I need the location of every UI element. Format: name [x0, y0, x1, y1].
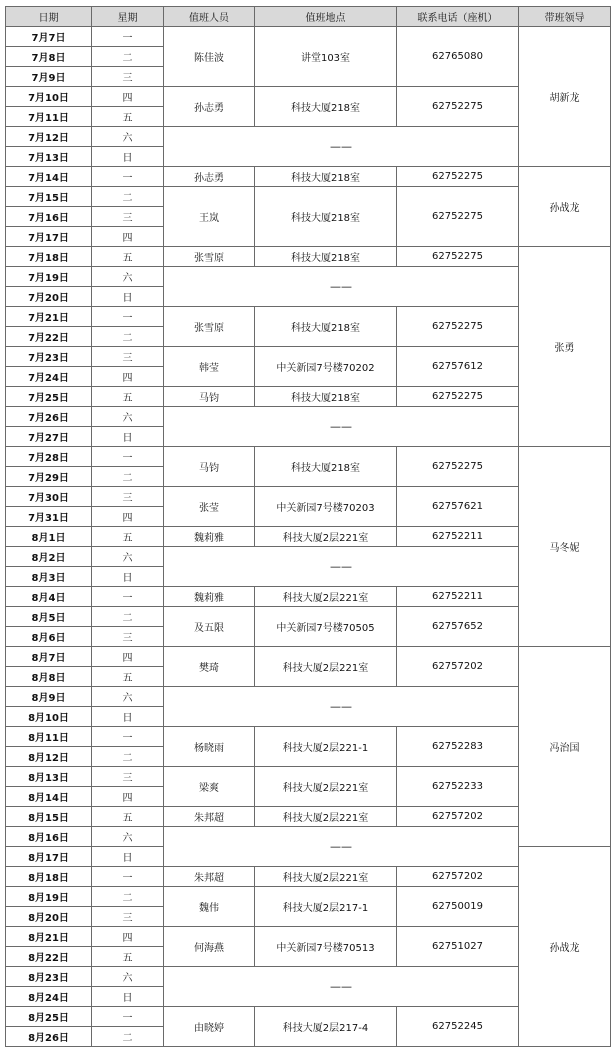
- no-duty-dash: ——: [164, 547, 519, 587]
- duty-place-cell: 中关新园7号楼70202: [255, 347, 397, 387]
- duty-person-cell: 韩莹: [164, 347, 255, 387]
- duty-phone-cell: 62757612: [397, 347, 519, 387]
- weekday-cell: 二: [92, 887, 164, 907]
- weekday-cell: 一: [92, 27, 164, 47]
- duty-person-cell: 朱邦超: [164, 807, 255, 827]
- date-cell: 8月12日: [6, 747, 92, 767]
- leader-cell: 胡新龙: [519, 27, 611, 167]
- weekday-cell: 五: [92, 667, 164, 687]
- date-cell: 7月19日: [6, 267, 92, 287]
- duty-person-cell: 孙志勇: [164, 87, 255, 127]
- duty-phone-cell: 62752275: [397, 167, 519, 187]
- date-cell: 8月4日: [6, 587, 92, 607]
- weekday-cell: 一: [92, 727, 164, 747]
- header-duty-place: 值班地点: [255, 7, 397, 27]
- duty-phone-cell: 62752275: [397, 247, 519, 267]
- weekday-cell: 日: [92, 847, 164, 867]
- weekday-cell: 二: [92, 747, 164, 767]
- weekday-cell: 二: [92, 1027, 164, 1047]
- header-duty-person: 值班人员: [164, 7, 255, 27]
- duty-phone-cell: 62752275: [397, 387, 519, 407]
- no-duty-dash: ——: [164, 827, 519, 867]
- weekday-cell: 六: [92, 967, 164, 987]
- duty-person-cell: 魏莉雅: [164, 527, 255, 547]
- duty-person-cell: 魏莉雅: [164, 587, 255, 607]
- no-duty-dash: ——: [164, 127, 519, 167]
- date-cell: 7月11日: [6, 107, 92, 127]
- weekday-cell: 日: [92, 287, 164, 307]
- date-cell: 8月9日: [6, 687, 92, 707]
- duty-phone-cell: 62757202: [397, 807, 519, 827]
- weekday-cell: 一: [92, 307, 164, 327]
- weekday-cell: 二: [92, 327, 164, 347]
- duty-phone-cell: 62757202: [397, 867, 519, 887]
- date-cell: 8月1日: [6, 527, 92, 547]
- date-cell: 8月22日: [6, 947, 92, 967]
- weekday-cell: 一: [92, 587, 164, 607]
- weekday-cell: 六: [92, 407, 164, 427]
- duty-place-cell: 中关新园7号楼70505: [255, 607, 397, 647]
- date-cell: 7月15日: [6, 187, 92, 207]
- header-leader: 带班领导: [519, 7, 611, 27]
- date-cell: 8月23日: [6, 967, 92, 987]
- weekday-cell: 四: [92, 227, 164, 247]
- duty-person-cell: 马钧: [164, 447, 255, 487]
- date-cell: 7月13日: [6, 147, 92, 167]
- duty-person-cell: 杨晓雨: [164, 727, 255, 767]
- date-cell: 8月26日: [6, 1027, 92, 1047]
- weekday-cell: 三: [92, 67, 164, 87]
- weekday-cell: 一: [92, 167, 164, 187]
- duty-place-cell: 科技大厦218室: [255, 447, 397, 487]
- date-cell: 8月10日: [6, 707, 92, 727]
- duty-place-cell: 科技大厦2层221室: [255, 587, 397, 607]
- weekday-cell: 三: [92, 207, 164, 227]
- weekday-cell: 三: [92, 487, 164, 507]
- weekday-cell: 二: [92, 607, 164, 627]
- weekday-cell: 日: [92, 567, 164, 587]
- weekday-cell: 六: [92, 687, 164, 707]
- duty-roster-table: [5, 6, 611, 1047]
- date-cell: 7月27日: [6, 427, 92, 447]
- date-cell: 8月15日: [6, 807, 92, 827]
- duty-person-cell: 张雪原: [164, 307, 255, 347]
- date-cell: 8月16日: [6, 827, 92, 847]
- weekday-cell: 二: [92, 467, 164, 487]
- duty-person-cell: 马钧: [164, 387, 255, 407]
- duty-place-cell: 科技大厦218室: [255, 187, 397, 247]
- weekday-cell: 一: [92, 867, 164, 887]
- date-cell: 8月3日: [6, 567, 92, 587]
- table-row: [6, 647, 611, 667]
- weekday-cell: 四: [92, 647, 164, 667]
- date-cell: 8月5日: [6, 607, 92, 627]
- weekday-cell: 四: [92, 507, 164, 527]
- duty-person-cell: 樊琦: [164, 647, 255, 687]
- weekday-cell: 六: [92, 127, 164, 147]
- leader-cell: 孙战龙: [519, 847, 611, 1047]
- duty-place-cell: 科技大厦218室: [255, 167, 397, 187]
- duty-person-cell: 何海燕: [164, 927, 255, 967]
- weekday-cell: 六: [92, 267, 164, 287]
- date-cell: 8月14日: [6, 787, 92, 807]
- header-row: [6, 7, 611, 27]
- date-cell: 7月20日: [6, 287, 92, 307]
- duty-phone-cell: 62752245: [397, 1007, 519, 1047]
- date-cell: 7月24日: [6, 367, 92, 387]
- date-cell: 7月25日: [6, 387, 92, 407]
- date-cell: 8月18日: [6, 867, 92, 887]
- weekday-cell: 四: [92, 367, 164, 387]
- header-date: 日期: [6, 7, 92, 27]
- duty-person-cell: 及五限: [164, 607, 255, 647]
- weekday-cell: 日: [92, 147, 164, 167]
- weekday-cell: 日: [92, 427, 164, 447]
- duty-phone-cell: 62765080: [397, 27, 519, 87]
- duty-place-cell: 科技大厦2层221室: [255, 807, 397, 827]
- weekday-cell: 三: [92, 347, 164, 367]
- duty-person-cell: 陈佳波: [164, 27, 255, 87]
- table-row: [6, 247, 611, 267]
- weekday-cell: 五: [92, 107, 164, 127]
- date-cell: 7月26日: [6, 407, 92, 427]
- weekday-cell: 五: [92, 807, 164, 827]
- duty-phone-cell: 62757621: [397, 487, 519, 527]
- date-cell: 7月21日: [6, 307, 92, 327]
- duty-person-cell: 王岚: [164, 187, 255, 247]
- duty-phone-cell: 62752275: [397, 447, 519, 487]
- duty-phone-cell: 62752283: [397, 727, 519, 767]
- date-cell: 7月12日: [6, 127, 92, 147]
- no-duty-dash: ——: [164, 267, 519, 307]
- weekday-cell: 三: [92, 627, 164, 647]
- weekday-cell: 日: [92, 707, 164, 727]
- date-cell: 7月14日: [6, 167, 92, 187]
- duty-place-cell: 科技大厦218室: [255, 87, 397, 127]
- weekday-cell: 五: [92, 527, 164, 547]
- table-row: [6, 167, 611, 187]
- date-cell: 8月13日: [6, 767, 92, 787]
- weekday-cell: 一: [92, 447, 164, 467]
- duty-place-cell: 科技大厦2层221-1: [255, 727, 397, 767]
- date-cell: 8月7日: [6, 647, 92, 667]
- duty-phone-cell: 62752275: [397, 87, 519, 127]
- date-cell: 7月16日: [6, 207, 92, 227]
- duty-place-cell: 科技大厦218室: [255, 307, 397, 347]
- weekday-cell: 一: [92, 1007, 164, 1027]
- duty-person-cell: 由晓婷: [164, 1007, 255, 1047]
- weekday-cell: 五: [92, 947, 164, 967]
- weekday-cell: 二: [92, 47, 164, 67]
- date-cell: 7月9日: [6, 67, 92, 87]
- weekday-cell: 日: [92, 987, 164, 1007]
- weekday-cell: 四: [92, 787, 164, 807]
- leader-cell: 张勇: [519, 247, 611, 447]
- leader-cell: 冯治国: [519, 647, 611, 847]
- duty-place-cell: 科技大厦218室: [255, 387, 397, 407]
- duty-place-cell: 科技大厦2层221室: [255, 527, 397, 547]
- date-cell: 8月20日: [6, 907, 92, 927]
- duty-phone-cell: 62752211: [397, 527, 519, 547]
- duty-phone-cell: 62752211: [397, 587, 519, 607]
- table-row: [6, 447, 611, 467]
- roster-body: [6, 27, 611, 1047]
- duty-person-cell: 梁爽: [164, 767, 255, 807]
- date-cell: 8月8日: [6, 667, 92, 687]
- duty-person-cell: 魏伟: [164, 887, 255, 927]
- duty-place-cell: 科技大厦218室: [255, 247, 397, 267]
- weekday-cell: 六: [92, 547, 164, 567]
- weekday-cell: 六: [92, 827, 164, 847]
- date-cell: 8月19日: [6, 887, 92, 907]
- duty-person-cell: 张莹: [164, 487, 255, 527]
- date-cell: 8月25日: [6, 1007, 92, 1027]
- date-cell: 8月11日: [6, 727, 92, 747]
- date-cell: 7月31日: [6, 507, 92, 527]
- date-cell: 8月24日: [6, 987, 92, 1007]
- duty-place-cell: 讲堂103室: [255, 27, 397, 87]
- weekday-cell: 三: [92, 767, 164, 787]
- table-row: [6, 27, 611, 47]
- no-duty-dash: ——: [164, 687, 519, 727]
- duty-place-cell: 科技大厦2层221室: [255, 767, 397, 807]
- date-cell: 7月8日: [6, 47, 92, 67]
- date-cell: 7月10日: [6, 87, 92, 107]
- weekday-cell: 五: [92, 387, 164, 407]
- date-cell: 8月21日: [6, 927, 92, 947]
- no-duty-dash: ——: [164, 967, 519, 1007]
- duty-phone-cell: 62752233: [397, 767, 519, 807]
- date-cell: 7月18日: [6, 247, 92, 267]
- date-cell: 7月28日: [6, 447, 92, 467]
- weekday-cell: 三: [92, 907, 164, 927]
- date-cell: 7月23日: [6, 347, 92, 367]
- header-phone: 联系电话（座机）: [397, 7, 519, 27]
- duty-phone-cell: 62752275: [397, 187, 519, 247]
- weekday-cell: 四: [92, 87, 164, 107]
- duty-place-cell: 中关新园7号楼70203: [255, 487, 397, 527]
- duty-place-cell: 中关新园7号楼70513: [255, 927, 397, 967]
- weekday-cell: 二: [92, 187, 164, 207]
- duty-phone-cell: 62757652: [397, 607, 519, 647]
- date-cell: 8月17日: [6, 847, 92, 867]
- leader-cell: 孙战龙: [519, 167, 611, 247]
- duty-person-cell: 孙志勇: [164, 167, 255, 187]
- date-cell: 8月6日: [6, 627, 92, 647]
- duty-phone-cell: 62751027: [397, 927, 519, 967]
- leader-cell: 马冬妮: [519, 447, 611, 647]
- weekday-cell: 四: [92, 927, 164, 947]
- no-duty-dash: ——: [164, 407, 519, 447]
- date-cell: 7月22日: [6, 327, 92, 347]
- duty-place-cell: 科技大厦2层217-1: [255, 887, 397, 927]
- date-cell: 7月29日: [6, 467, 92, 487]
- duty-place-cell: 科技大厦2层217-4: [255, 1007, 397, 1047]
- duty-place-cell: 科技大厦2层221室: [255, 647, 397, 687]
- duty-phone-cell: 62750019: [397, 887, 519, 927]
- header-weekday: 星期: [92, 7, 164, 27]
- duty-phone-cell: 62752275: [397, 307, 519, 347]
- date-cell: 7月30日: [6, 487, 92, 507]
- weekday-cell: 五: [92, 247, 164, 267]
- duty-person-cell: 张雪原: [164, 247, 255, 267]
- duty-place-cell: 科技大厦2层221室: [255, 867, 397, 887]
- duty-phone-cell: 62757202: [397, 647, 519, 687]
- date-cell: 8月2日: [6, 547, 92, 567]
- duty-person-cell: 朱邦超: [164, 867, 255, 887]
- date-cell: 7月7日: [6, 27, 92, 47]
- date-cell: 7月17日: [6, 227, 92, 247]
